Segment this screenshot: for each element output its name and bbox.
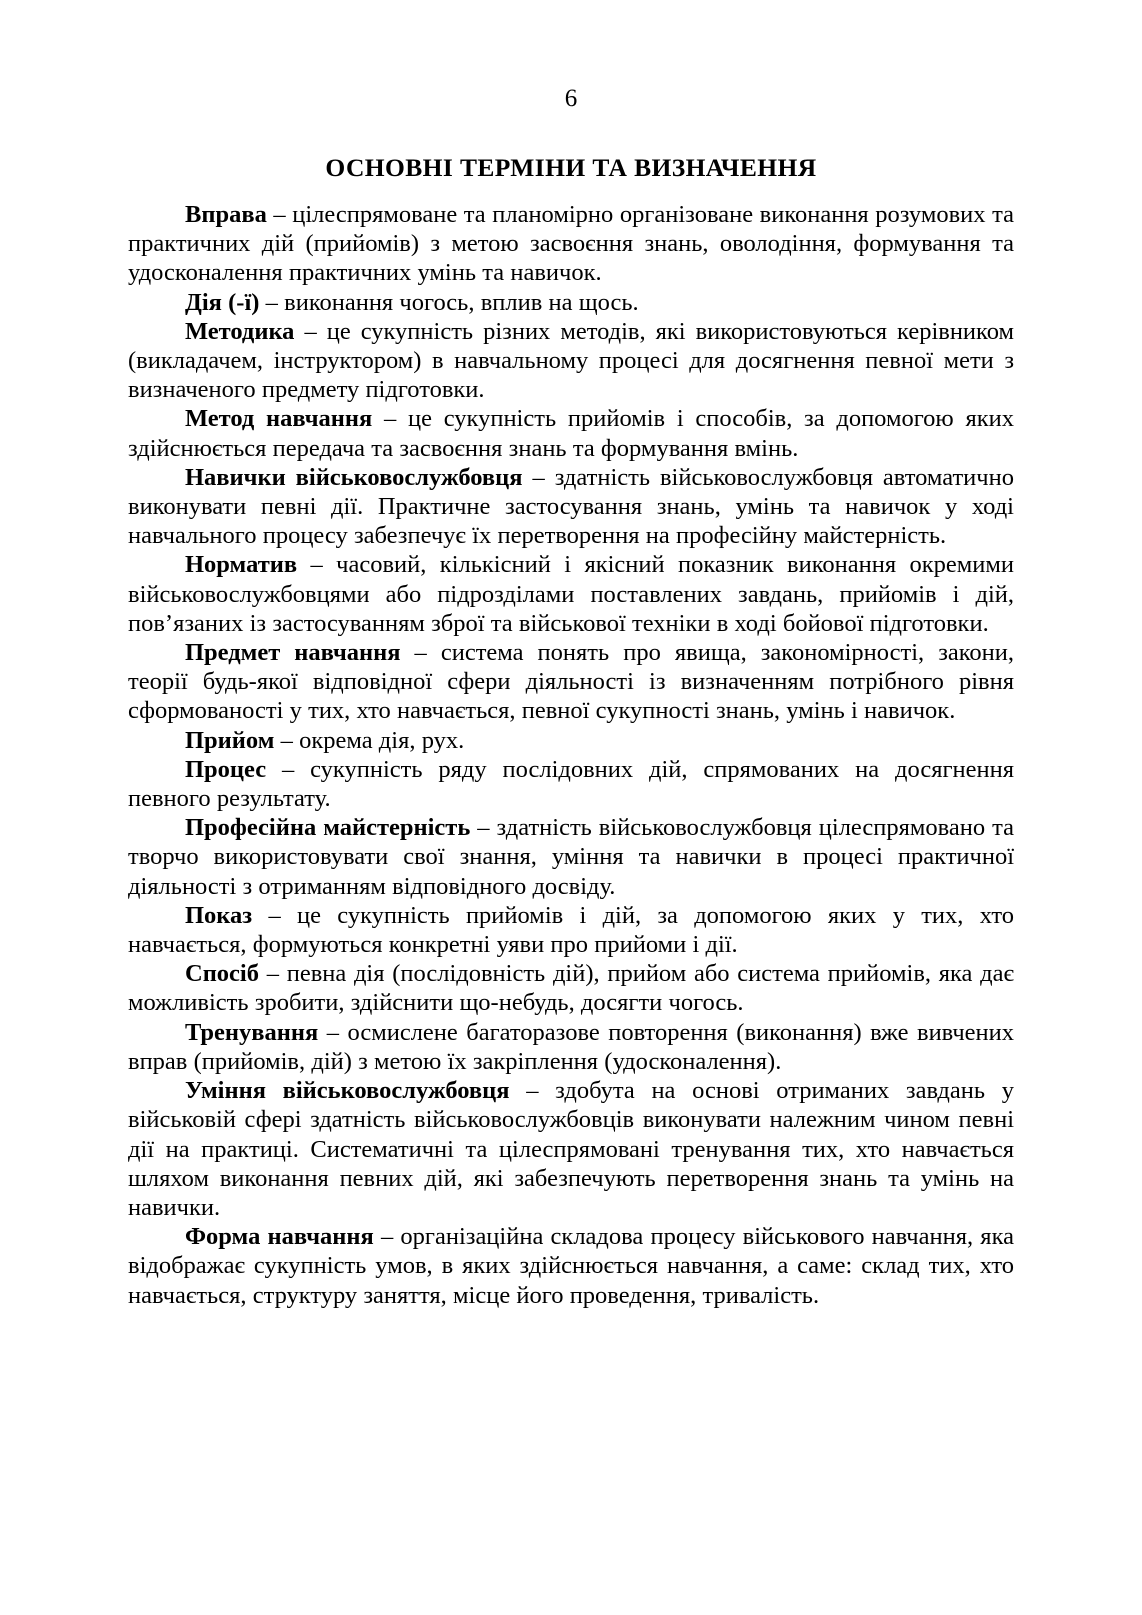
- glossary-term: Процес: [185, 755, 267, 783]
- glossary-entry: [128, 1076, 1014, 1222]
- glossary-definition: – окрема дія, рух.: [274, 726, 465, 754]
- glossary-definition: – система понять про явища, закономірності, закони, теорії будь-якої відповідної сфери діяльності із визначенням потрібного рівня сформованості у тих, хто навчається, певної сукупності знань, умінь і навичок.: [128, 639, 1015, 725]
- glossary-entry: [128, 550, 1014, 638]
- glossary-definition: – це сукупність різних методів, які використовуються керівником (викладачем, інструктором) в навчальному процесі для досягнення певної мети з визначеного предмету підготовки.: [128, 317, 1014, 404]
- glossary-term: Метод навчання: [185, 405, 373, 433]
- glossary-entry: [128, 288, 1014, 317]
- glossary-entry: [128, 317, 1014, 405]
- glossary-definition: – певна дія (послідовність дій), прийом або система прийомів, яка дає можливість зробити, здійснити що-небудь, досягти чогось.: [128, 960, 1014, 1017]
- glossary-term: Дія (-ї): [185, 288, 260, 316]
- glossary-definition: – здобута на основі отриманих завдань у військовій сфері здатність військовослужбовців виконувати належним чином певні дії на практиці. Систематичні та цілеспрямовані тренування тих, хто навчається шляхом виконання певних дій, які забезпечують перетворення знань та умінь на навички.: [128, 1077, 1014, 1221]
- glossary-entry: [128, 463, 1014, 551]
- glossary-term: Тренування: [185, 1018, 319, 1046]
- glossary-term: Вправа: [185, 201, 267, 228]
- page-number: 6: [564, 85, 578, 112]
- glossary-definition: – здатність військовослужбовця цілеспрямовано та творчо використовувати свої знання, уміння та навички в процесі практичної діяльності з отриманням відповідного досвіду.: [128, 814, 1015, 900]
- glossary-term: Показ: [185, 901, 253, 929]
- page-title: ОСНОВНІ ТЕРМІНИ ТА ВИЗНАЧЕННЯ: [325, 153, 817, 183]
- glossary-entry: [128, 901, 1014, 959]
- glossary-entry: [128, 726, 1014, 755]
- glossary-term: Професійна майстерність: [185, 814, 471, 842]
- glossary-entry: [128, 1018, 1014, 1076]
- glossary-term: Спосіб: [185, 960, 259, 988]
- glossary-definition: – здатність військовослужбовця автоматично виконувати певні дії. Практичне застосування знань, умінь та навичок у ході навчального процесу забезпечує їх перетворення на професійну майстерність.: [128, 463, 1014, 550]
- glossary-entry: [128, 404, 1014, 462]
- glossary-term: Навички військовослужбовця: [185, 463, 523, 491]
- glossary-term: Норматив: [185, 551, 298, 579]
- glossary-definition: – організаційна складова процесу військового навчання, яка відображає сукупність умов, в яких здійснюється навчання, а саме: склад тих, хто навчається, структуру заняття, місце його проведення, тривалість.: [128, 1223, 1014, 1309]
- glossary-definition: – осмислене багаторазове повторення (виконання) вже вивчених вправ (прийомів, дій) з метою їх закріплення (удосконалення).: [128, 1018, 1014, 1075]
- glossary-definition: – часовий, кількісний і якісний показник виконання окремими військовослужбовцями або підрозділами поставлених завдань, прийомів і дій, пов’язаних із застосуванням зброї та військової техніки в ході бойової підготовки.: [128, 551, 1014, 637]
- glossary-definition: – це сукупність прийомів і дій, за допомогою яких у тих, хто навчається, формуються конкретні уяви про прийоми і дії.: [128, 901, 1014, 959]
- glossary-term: Уміння військовослужбовця: [185, 1077, 510, 1105]
- glossary-definition: – це сукупність прийомів і способів, за допомогою яких здійснюється передача та засвоєння знань та формування вмінь.: [128, 405, 1014, 462]
- glossary-entry: [128, 1222, 1014, 1310]
- glossary-definition: – виконання чогось, вплив на щось.: [259, 288, 639, 316]
- glossary-entry: [128, 755, 1014, 813]
- glossary-entry: [128, 200, 1014, 288]
- glossary-term: Предмет навчання: [185, 639, 401, 667]
- glossary-term: Методика: [185, 317, 295, 345]
- glossary-definition: – сукупність ряду послідовних дій, спрямованих на досягнення певного результату.: [128, 755, 1014, 813]
- glossary-definition: – цілеспрямоване та планомірно організоване виконання розумових та практичних дій (прийомів) з метою засвоєння знань, оволодіння, формування та удосконалення практичних умінь та навичок.: [128, 201, 1014, 287]
- glossary-term: Прийом: [185, 726, 275, 754]
- glossary-entry: [128, 813, 1014, 901]
- glossary-entry: [128, 638, 1014, 726]
- document-body: [128, 200, 1014, 1310]
- glossary-entry: [128, 959, 1014, 1017]
- glossary-term: Форма навчання: [185, 1223, 374, 1251]
